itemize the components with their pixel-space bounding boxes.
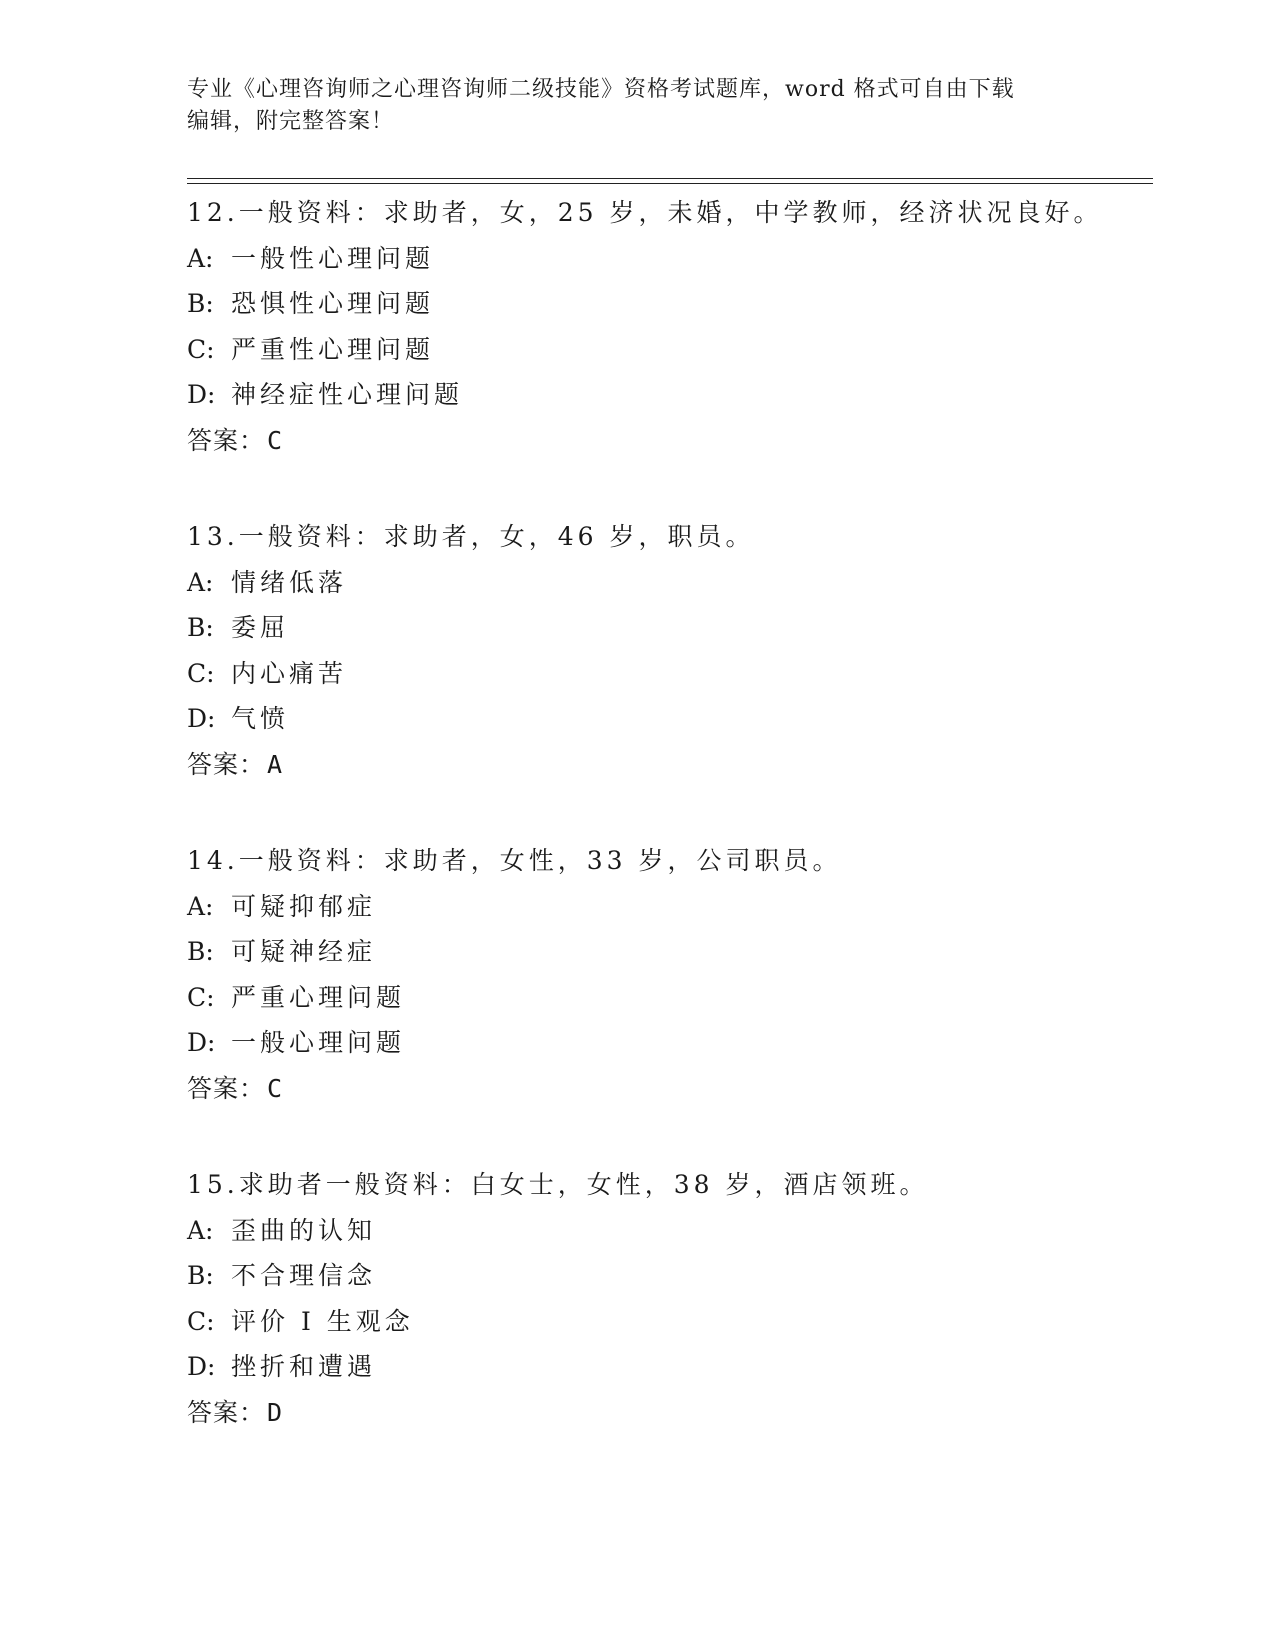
option-d [187,372,1167,418]
header-line-2: 编辑，附完整答案！ [187,109,395,134]
option-a [187,236,1167,282]
answer-value: D [267,1397,284,1427]
option-text: 严重性心理问题 [231,334,435,364]
question-15 [187,1162,1167,1435]
question-stem: 12.一般资料：求助者，女，25 岁，未婚，中学教师，经济状况良好。 [187,198,1103,227]
option-key: B: [187,613,214,642]
option-key: D: [187,380,216,409]
question-13 [187,514,1167,787]
answer-line [187,1066,1167,1112]
option-b [187,281,1167,327]
option-text: 挫折和遭遇 [231,1352,377,1381]
question-stem: 13.一般资料：求助者，女，46 岁，职员。 [187,522,755,551]
question-12 [187,190,1167,463]
option-key: A: [187,891,214,921]
option-text: 气愤 [231,704,290,733]
option-key: A: [187,243,214,273]
answer-label: 答案： [187,1397,266,1427]
option-key: C: [187,658,215,688]
question-14 [187,838,1167,1111]
question-list [187,190,1167,1486]
option-text: 不合理信念 [231,1261,377,1290]
option-text: 委屈 [231,613,290,642]
option-a [187,560,1167,606]
document-header [187,74,1087,138]
option-key: A: [187,1215,214,1245]
answer-line [187,1390,1167,1436]
option-c [187,1299,1167,1345]
option-text: 可疑神经症 [231,937,377,966]
option-text: 神经症性心理问题 [231,380,464,409]
answer-line [187,742,1167,788]
header-line-1: 专业《心理咨询师之心理咨询师二级技能》资格考试题库，word 格式可自由下载 [187,77,1015,102]
option-b [187,605,1167,651]
option-key: C: [187,334,215,364]
option-text: 可疑抑郁症 [231,891,377,921]
answer-value: C [267,425,284,455]
answer-value: A [267,749,284,779]
option-a [187,884,1167,930]
option-c [187,651,1167,697]
option-c [187,327,1167,373]
option-key: C: [187,1306,215,1336]
answer-line [187,418,1167,464]
answer-label: 答案： [187,425,266,455]
option-text: 内心痛苦 [231,658,348,688]
header-rule-top [187,178,1153,179]
option-text: 一般心理问题 [231,1028,406,1057]
option-key: B: [187,1261,214,1290]
option-text: 评价 I 生观念 [231,1306,414,1336]
option-d [187,1020,1167,1066]
option-a [187,1208,1167,1254]
option-c [187,975,1167,1021]
option-key: D: [187,1028,216,1057]
option-d [187,696,1167,742]
option-key: B: [187,937,214,966]
option-key: D: [187,704,216,733]
option-key: B: [187,289,214,318]
question-stem: 14.一般资料：求助者，女性，33 岁，公司职员。 [187,846,842,875]
answer-label: 答案： [187,1073,266,1103]
option-text: 歪曲的认知 [231,1215,377,1245]
option-key: D: [187,1352,216,1381]
option-b [187,1253,1167,1299]
option-text: 严重心理问题 [231,982,406,1012]
option-key: A: [187,567,214,597]
question-stem: 15.求助者一般资料：白女士，女性，38 岁，酒店领班。 [187,1170,929,1199]
option-d [187,1344,1167,1390]
option-text: 恐惧性心理问题 [231,289,435,318]
option-text: 情绪低落 [231,567,348,597]
option-b [187,929,1167,975]
option-key: C: [187,982,215,1012]
option-text: 一般性心理问题 [231,243,435,273]
answer-label: 答案： [187,749,266,779]
header-rule-bottom [187,183,1153,184]
answer-value: C [267,1073,284,1103]
